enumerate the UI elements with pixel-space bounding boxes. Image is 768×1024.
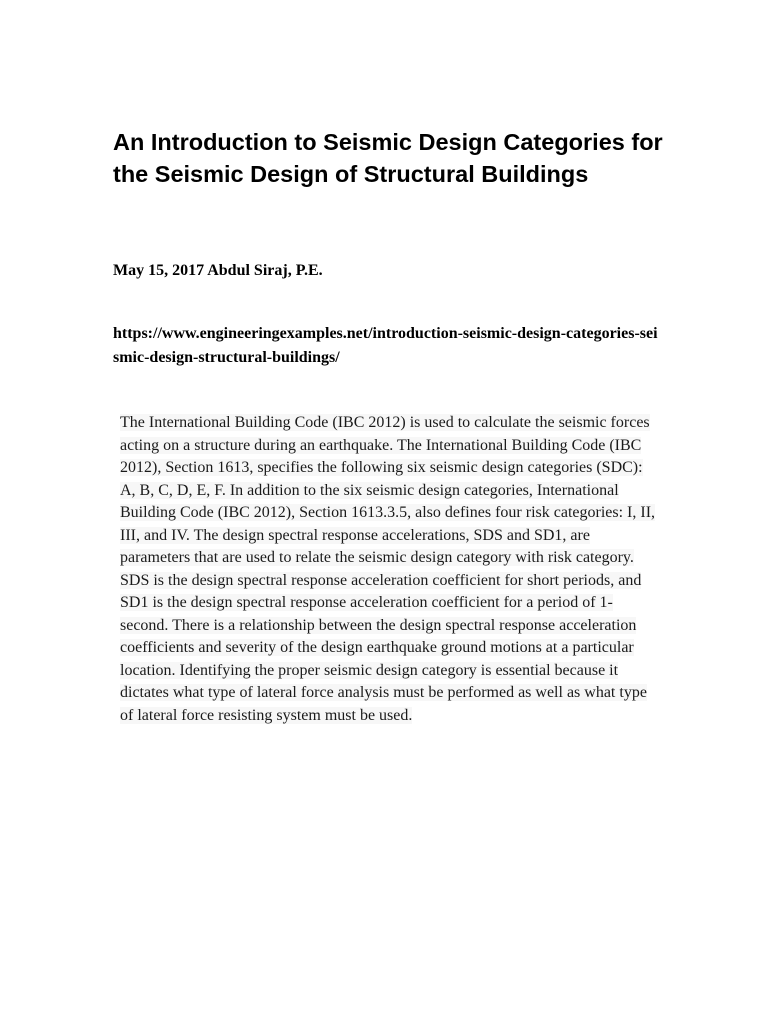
article-url-link[interactable]: https://www.engineeringexamples.net/introduction-seismic-design-categories-seismic-design-structural-buildings/ bbox=[113, 325, 658, 366]
article-body-text: The International Building Code (IBC 2012) is used to calculate the seismic forces acting on a structure during an earthquake. The International Building Code (IBC 2012), Section 1613, specifies the following six seismic design categories (SDC): A, B, C, D, E, F. In addition to the six seismic design categories, International Building Code (IBC 2012), Section 1613.3.5, also defines four risk categories: I, II, III, and IV. The design spectral response accelerations, SDS and SD1, are parameters that are used to relate the seismic design category with risk category. SDS is the design spectral response acceleration coefficient for short periods, and SD1 is the design spectral response acceleration coefficient for a period of 1-second. There is a relationship between the design spectral response acceleration coefficients and severity of the design earthquake ground motions at a particular location. Identifying the proper seismic design category is essential because it dictates what type of lateral force analysis must be performed as well as what type of lateral force resisting system must be used. bbox=[120, 414, 656, 724]
article-byline: May 15, 2017 Abdul Siraj, P.E. bbox=[113, 262, 323, 279]
article-title: An Introduction to Seismic Design Categories for the Seismic Design of Structural Buildings bbox=[113, 129, 663, 187]
article-body bbox=[120, 412, 660, 727]
